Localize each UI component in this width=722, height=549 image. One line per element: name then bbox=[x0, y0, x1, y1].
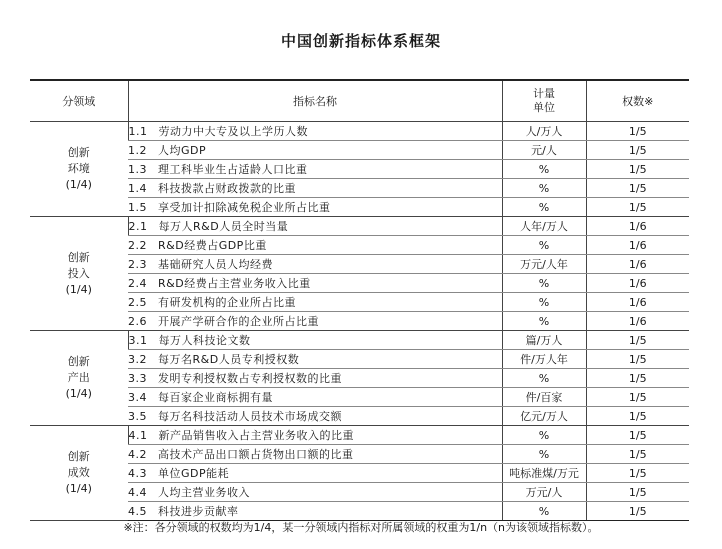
indicator-table bbox=[30, 79, 689, 521]
weight-cell: 1/6 bbox=[586, 274, 689, 293]
indicator-number: 3.5 bbox=[128, 410, 147, 423]
domain-weight: (1/4) bbox=[65, 482, 92, 495]
domain-cell bbox=[30, 426, 128, 521]
domain-cell bbox=[30, 122, 128, 217]
unit-cell: % bbox=[502, 293, 586, 312]
weight-cell: 1/6 bbox=[586, 217, 689, 236]
unit-cell: % bbox=[502, 179, 586, 198]
unit-cell: % bbox=[502, 502, 586, 521]
weight-cell: 1/5 bbox=[586, 388, 689, 407]
unit-cell: % bbox=[502, 369, 586, 388]
weight-cell: 1/5 bbox=[586, 160, 689, 179]
table-row bbox=[30, 502, 689, 521]
weight-cell: 1/5 bbox=[586, 179, 689, 198]
unit-cell: % bbox=[502, 274, 586, 293]
indicator-name-cell bbox=[128, 407, 502, 426]
weight-cell: 1/5 bbox=[586, 198, 689, 217]
indicator-name: 发明专利授权数占专利授权数的比重 bbox=[158, 372, 342, 385]
table-row bbox=[30, 388, 689, 407]
indicator-name: 享受加计扣除减免税企业所占比重 bbox=[158, 201, 331, 214]
indicator-name-cell bbox=[128, 293, 502, 312]
indicator-number: 1.1 bbox=[128, 125, 148, 138]
unit-cell: % bbox=[502, 160, 586, 179]
header-unit-line2: 单位 bbox=[533, 101, 555, 114]
table-header-row bbox=[30, 80, 689, 122]
indicator-name: 开展产学研合作的企业所占比重 bbox=[158, 315, 319, 328]
indicator-name-cell bbox=[128, 426, 502, 445]
indicator-number: 4.5 bbox=[128, 505, 147, 518]
indicator-name-cell bbox=[128, 369, 502, 388]
indicator-name: 高技术产品出口额占货物出口额的比重 bbox=[158, 448, 354, 461]
weight-cell: 1/5 bbox=[586, 502, 689, 521]
weight-cell: 1/5 bbox=[586, 407, 689, 426]
indicator-number: 2.4 bbox=[128, 277, 147, 290]
weight-cell: 1/6 bbox=[586, 255, 689, 274]
unit-cell: % bbox=[502, 445, 586, 464]
table-row bbox=[30, 369, 689, 388]
indicator-name-cell bbox=[128, 388, 502, 407]
weight-cell: 1/5 bbox=[586, 350, 689, 369]
indicator-name-cell bbox=[128, 464, 502, 483]
unit-cell: 件/百家 bbox=[502, 388, 586, 407]
table-row bbox=[30, 236, 689, 255]
weight-cell: 1/5 bbox=[586, 445, 689, 464]
indicator-name: R&D经费占GDP比重 bbox=[158, 239, 267, 252]
indicator-number: 2.6 bbox=[128, 315, 147, 328]
unit-cell: % bbox=[502, 236, 586, 255]
indicator-name-cell bbox=[128, 198, 502, 217]
indicator-name: 每万名R&D人员专利授权数 bbox=[158, 353, 300, 366]
footnote: ※注：各分领域的权数均为1/4，某一分领域内指标对所属领域的权重为1/n（n为该领域指标数）。 bbox=[123, 521, 599, 534]
indicator-number: 1.5 bbox=[128, 201, 147, 214]
table-row bbox=[30, 217, 689, 236]
weight-cell: 1/6 bbox=[586, 236, 689, 255]
indicator-name-cell bbox=[128, 331, 502, 350]
table-row bbox=[30, 255, 689, 274]
domain-weight: (1/4) bbox=[65, 387, 92, 400]
unit-cell: 万元/人年 bbox=[502, 255, 586, 274]
domain-name-line2: 成效 bbox=[67, 466, 90, 479]
table-row bbox=[30, 122, 689, 141]
indicator-name-cell bbox=[128, 255, 502, 274]
weight-cell: 1/6 bbox=[586, 312, 689, 331]
domain-name-line1: 创新 bbox=[67, 355, 90, 368]
indicator-name: 理工科毕业生占适龄人口比重 bbox=[158, 163, 308, 176]
unit-cell: 万元/人 bbox=[502, 483, 586, 502]
indicator-name: 新产品销售收入占主营业务收入的比重 bbox=[158, 429, 354, 442]
table-body bbox=[30, 122, 689, 521]
table-row bbox=[30, 312, 689, 331]
indicator-number: 3.1 bbox=[128, 334, 148, 347]
indicator-name-cell bbox=[128, 483, 502, 502]
indicator-number: 2.3 bbox=[128, 258, 147, 271]
unit-cell: % bbox=[502, 426, 586, 445]
header-indicator: 指标名称 bbox=[128, 80, 502, 122]
indicator-name: 科技进步贡献率 bbox=[158, 505, 239, 518]
weight-cell: 1/5 bbox=[586, 369, 689, 388]
weight-cell: 1/5 bbox=[586, 331, 689, 350]
indicator-name: 劳动力中大专及以上学历人数 bbox=[158, 125, 308, 138]
domain-cell bbox=[30, 331, 128, 426]
page-title: 中国创新指标体系框架 bbox=[280, 32, 441, 50]
indicator-name: 人均主营业务收入 bbox=[158, 486, 250, 499]
indicator-name-cell bbox=[128, 274, 502, 293]
indicator-name-cell bbox=[128, 179, 502, 198]
table-row bbox=[30, 407, 689, 426]
weight-cell: 1/5 bbox=[586, 483, 689, 502]
unit-cell: 吨标准煤/万元 bbox=[502, 464, 586, 483]
domain-weight: (1/4) bbox=[65, 178, 92, 191]
domain-name-line1: 创新 bbox=[67, 250, 90, 264]
domain-name-line2: 投入 bbox=[67, 266, 90, 280]
indicator-number: 4.2 bbox=[128, 448, 147, 461]
table-row bbox=[30, 426, 689, 445]
indicator-number: 1.2 bbox=[128, 144, 147, 157]
indicator-name-cell bbox=[128, 160, 502, 179]
indicator-number: 2.2 bbox=[128, 239, 147, 252]
weight-cell: 1/5 bbox=[586, 122, 689, 141]
indicator-number: 2.5 bbox=[128, 296, 147, 309]
indicator-name-cell bbox=[128, 217, 502, 236]
indicator-name-cell bbox=[128, 122, 502, 141]
header-domain: 分领域 bbox=[30, 80, 128, 122]
unit-cell: 件/万人年 bbox=[502, 350, 586, 369]
header-unit bbox=[502, 80, 586, 122]
unit-cell: % bbox=[502, 312, 586, 331]
indicator-name-cell bbox=[128, 502, 502, 521]
unit-cell: 人/万人 bbox=[502, 122, 586, 141]
weight-cell: 1/6 bbox=[586, 293, 689, 312]
unit-cell: % bbox=[502, 198, 586, 217]
table-row bbox=[30, 198, 689, 217]
table-row bbox=[30, 331, 689, 350]
table-row bbox=[30, 445, 689, 464]
indicator-number: 3.3 bbox=[128, 372, 147, 385]
indicator-name: 有研发机构的企业所占比重 bbox=[158, 296, 296, 309]
domain-name-line2: 环境 bbox=[67, 162, 90, 175]
table-row bbox=[30, 141, 689, 160]
indicator-name-cell bbox=[128, 445, 502, 464]
indicator-name: 人均GDP bbox=[158, 144, 207, 157]
table-row bbox=[30, 464, 689, 483]
domain-name-line1: 创新 bbox=[67, 450, 90, 463]
indicator-number: 1.3 bbox=[128, 163, 147, 176]
table-row bbox=[30, 293, 689, 312]
header-weight: 权数※ bbox=[586, 80, 689, 122]
indicator-number: 3.2 bbox=[128, 353, 147, 366]
weight-cell: 1/5 bbox=[586, 464, 689, 483]
domain-weight: (1/4) bbox=[65, 282, 92, 296]
indicator-name-cell bbox=[128, 236, 502, 255]
table-row bbox=[30, 274, 689, 293]
table-row bbox=[30, 179, 689, 198]
indicator-number: 4.1 bbox=[128, 429, 148, 442]
indicator-number: 2.1 bbox=[128, 220, 148, 233]
domain-cell bbox=[30, 217, 128, 331]
indicator-name-cell bbox=[128, 141, 502, 160]
table-row bbox=[30, 160, 689, 179]
indicator-name: 基础研究人员人均经费 bbox=[158, 258, 273, 271]
indicator-name: 每万名科技活动人员技术市场成交额 bbox=[158, 410, 342, 423]
domain-name-line2: 产出 bbox=[67, 371, 90, 384]
indicator-number: 4.4 bbox=[128, 486, 147, 499]
unit-cell: 元/人 bbox=[502, 141, 586, 160]
indicator-name: R&D经费占主营业务收入比重 bbox=[158, 277, 311, 290]
unit-cell: 篇/万人 bbox=[502, 331, 586, 350]
indicator-name: 单位GDP能耗 bbox=[158, 467, 230, 480]
indicator-number: 3.4 bbox=[128, 391, 147, 404]
unit-cell: 人年/万人 bbox=[502, 217, 586, 236]
domain-name-line1: 创新 bbox=[67, 146, 90, 159]
unit-cell: 亿元/万人 bbox=[502, 407, 586, 426]
indicator-number: 4.3 bbox=[128, 467, 147, 480]
table-row bbox=[30, 483, 689, 502]
indicator-name: 科技拨款占财政拨款的比重 bbox=[158, 182, 296, 195]
indicator-name-cell bbox=[128, 350, 502, 369]
indicator-name: 每万人科技论文数 bbox=[158, 334, 251, 347]
indicator-name: 每百家企业商标拥有量 bbox=[158, 391, 273, 404]
table-row bbox=[30, 350, 689, 369]
indicator-name: 每万人R&D人员全时当量 bbox=[158, 220, 289, 233]
weight-cell: 1/5 bbox=[586, 426, 689, 445]
header-unit-line1: 计量 bbox=[533, 87, 555, 100]
indicator-name-cell bbox=[128, 312, 502, 331]
weight-cell: 1/5 bbox=[586, 141, 689, 160]
indicator-number: 1.4 bbox=[128, 182, 147, 195]
